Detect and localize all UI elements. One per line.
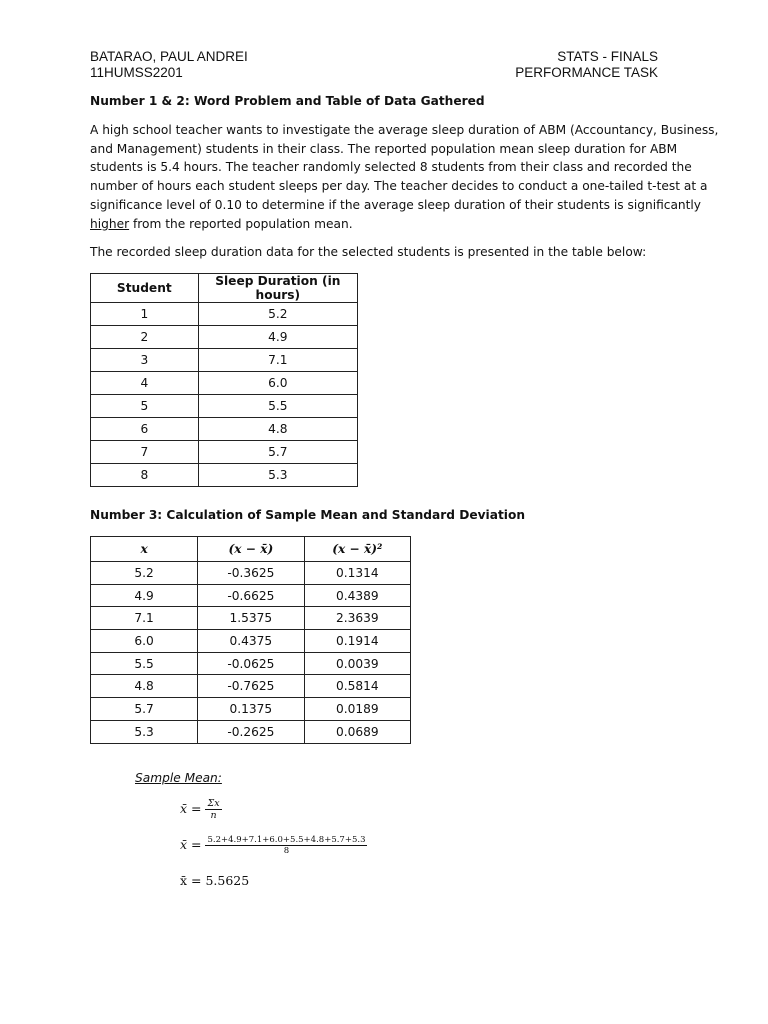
deviation-table bbox=[90, 536, 411, 744]
column-header-sleep-duration: Sleep Duration (in hours) bbox=[198, 274, 357, 303]
table-cell: 3 bbox=[91, 349, 199, 372]
table-intro-text: The recorded sleep duration data for the selected students is presented in the table below: bbox=[90, 245, 647, 259]
substitution-numerator: 5.2+4.9+7.1+6.0+5.5+4.8+5.7+5.3 bbox=[207, 835, 366, 845]
column-header-squared-deviation: (x − x̄)² bbox=[304, 537, 410, 562]
table-cell: 5.3 bbox=[198, 464, 357, 487]
table-cell: 2.3639 bbox=[304, 607, 410, 630]
formula-denominator: n bbox=[210, 810, 217, 821]
table-row bbox=[91, 698, 411, 721]
table-cell: 5.2 bbox=[91, 562, 198, 585]
paragraph-line: students is 5.4 hours. The teacher randomly selected 8 students from their class and recorded the bbox=[90, 160, 692, 175]
section1-heading: Number 1 & 2: Word Problem and Table of Data Gathered bbox=[90, 94, 485, 108]
table-cell: 7.1 bbox=[91, 607, 198, 630]
table-row bbox=[91, 652, 411, 675]
student-section: 11HUMSS2201 bbox=[90, 65, 183, 80]
table-row bbox=[91, 584, 411, 607]
table-row bbox=[91, 326, 358, 349]
paragraph-line-last bbox=[90, 215, 670, 234]
table-row bbox=[91, 418, 358, 441]
table-cell: 0.5814 bbox=[304, 675, 410, 698]
column-header-deviation: (x − x̄) bbox=[198, 537, 304, 562]
header-left bbox=[90, 49, 248, 81]
table-cell: 5.7 bbox=[91, 698, 198, 721]
table-cell: 1 bbox=[91, 303, 199, 326]
mean-result: x̄ = 5.5625 bbox=[180, 873, 250, 888]
table-row bbox=[91, 372, 358, 395]
table-cell: 7.1 bbox=[198, 349, 357, 372]
table-cell: 6.0 bbox=[198, 372, 357, 395]
table-cell: 0.4375 bbox=[198, 630, 304, 653]
table-cell: 0.1375 bbox=[198, 698, 304, 721]
table-cell: 8 bbox=[91, 464, 199, 487]
paragraph-line: significance level of 0.10 to determine if the average sleep duration of their students is significantly bbox=[90, 197, 702, 212]
table-cell: 1.5375 bbox=[198, 607, 304, 630]
table-cell: -0.0625 bbox=[198, 652, 304, 675]
table-cell: 4 bbox=[91, 372, 199, 395]
table-cell: 4.8 bbox=[91, 675, 198, 698]
table-cell: -0.6625 bbox=[198, 584, 304, 607]
table-row bbox=[91, 607, 411, 630]
table-cell: 5.2 bbox=[198, 303, 357, 326]
table-row bbox=[91, 675, 411, 698]
table-cell: 2 bbox=[91, 326, 199, 349]
formula-fraction bbox=[205, 798, 221, 821]
formula-numerator: Σx bbox=[207, 798, 220, 809]
paragraph-line-rest: from the reported population mean. bbox=[129, 216, 353, 231]
table-header-row bbox=[91, 274, 358, 303]
sleep-duration-table bbox=[90, 273, 358, 487]
table-cell: 0.0039 bbox=[304, 652, 410, 675]
substitution-fraction bbox=[205, 835, 367, 856]
table-row bbox=[91, 395, 358, 418]
table-cell: 0.4389 bbox=[304, 584, 410, 607]
table-cell: 6.0 bbox=[91, 630, 198, 653]
table-cell: 7 bbox=[91, 441, 199, 464]
table-row bbox=[91, 303, 358, 326]
column-header-x: x bbox=[91, 537, 198, 562]
table-row bbox=[91, 630, 411, 653]
task-title: PERFORMANCE TASK bbox=[515, 65, 658, 80]
table-cell: 5.5 bbox=[198, 395, 357, 418]
substitution-lhs: x̄ = bbox=[180, 837, 202, 852]
table-cell: 5.7 bbox=[198, 441, 357, 464]
paragraph-line: and Management) students in their class. The reported population mean sleep duration for ABM bbox=[90, 141, 678, 156]
table-row bbox=[91, 562, 411, 585]
sample-mean-label: Sample Mean: bbox=[135, 771, 222, 785]
word-problem-paragraph bbox=[90, 121, 719, 233]
table-cell: 0.0689 bbox=[304, 720, 410, 743]
student-name: BATARAO, PAUL ANDREI bbox=[90, 49, 248, 64]
table-cell: 0.0189 bbox=[304, 698, 410, 721]
table-header-row bbox=[91, 537, 411, 562]
substitution-denominator: 8 bbox=[283, 846, 290, 856]
table-cell: 6 bbox=[91, 418, 199, 441]
formula-lhs: x̄ = bbox=[180, 801, 202, 816]
table-row bbox=[91, 464, 358, 487]
table-cell: 0.1314 bbox=[304, 562, 410, 585]
subject-title: STATS - FINALS bbox=[557, 49, 658, 64]
section3-heading: Number 3: Calculation of Sample Mean and Standard Deviation bbox=[90, 508, 526, 522]
paragraph-line: A high school teacher wants to investigate the average sleep duration of ABM (Accountancy, Business, bbox=[90, 123, 719, 137]
table-cell: 5 bbox=[91, 395, 199, 418]
table-cell: -0.3625 bbox=[198, 562, 304, 585]
table-cell: 4.9 bbox=[91, 584, 198, 607]
table-cell: 4.8 bbox=[198, 418, 357, 441]
table-cell: 0.1914 bbox=[304, 630, 410, 653]
table-cell: -0.7625 bbox=[198, 675, 304, 698]
underlined-word: higher bbox=[90, 216, 130, 231]
table-cell: 5.3 bbox=[91, 720, 198, 743]
table-row bbox=[91, 720, 411, 743]
table-cell: 5.5 bbox=[91, 652, 198, 675]
column-header-student: Student bbox=[91, 274, 199, 303]
table-row bbox=[91, 441, 358, 464]
mean-substitution bbox=[180, 835, 367, 856]
header-right bbox=[515, 49, 658, 81]
paragraph-line: number of hours each student sleeps per day. The teacher decides to conduct a one-tailed t-test at a bbox=[90, 179, 708, 194]
mean-formula bbox=[180, 798, 222, 821]
table-cell: 4.9 bbox=[198, 326, 357, 349]
table-row bbox=[91, 349, 358, 372]
table-cell: -0.2625 bbox=[198, 720, 304, 743]
